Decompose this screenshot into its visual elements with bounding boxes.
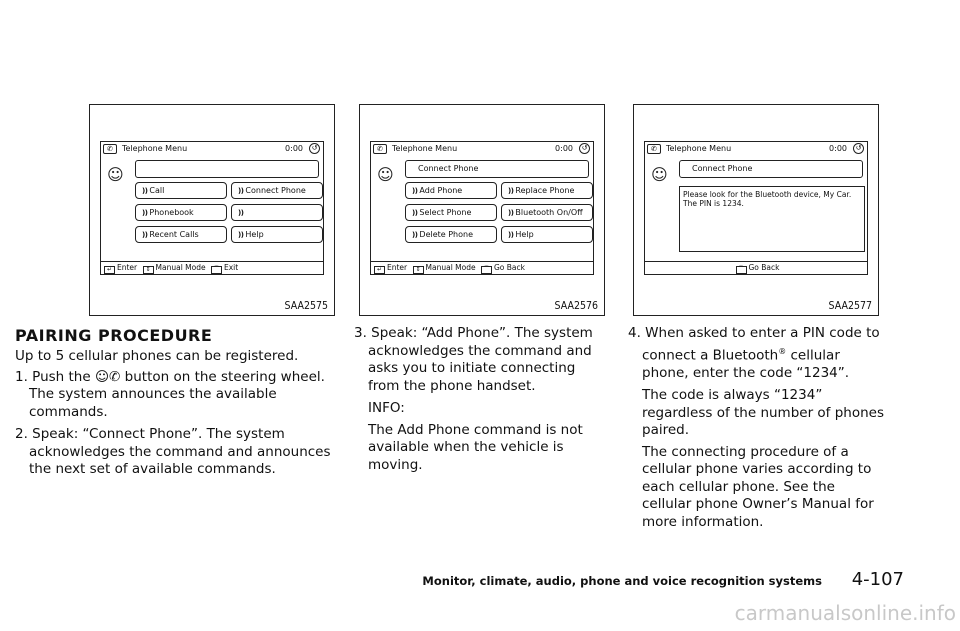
voice-prompt-box	[135, 160, 319, 178]
screen-titlebar	[371, 142, 593, 156]
voice-wave-icon: ))	[238, 209, 244, 217]
step-4-note-2: The connecting procedure of a cellular phone varies according to each cellular phone. See the cellular phone Owner’s Manual for more information.	[642, 443, 874, 530]
status-enter: Enter	[387, 263, 408, 272]
screen-title: Telephone Menu	[392, 144, 458, 153]
updown-key-icon: ⇕	[413, 266, 424, 274]
go-back-icon: ⌒	[736, 266, 747, 274]
screen-title: Telephone Menu	[666, 144, 732, 153]
go-back-icon: ⌒	[211, 266, 222, 274]
column-1	[15, 348, 335, 484]
footer-section-title: Monitor, climate, audio, phone and voice recognition systems	[422, 574, 822, 588]
voice-wave-icon: ))	[142, 187, 148, 195]
voice-wave-icon: ))	[142, 231, 148, 239]
voice-wave-icon: ))	[508, 187, 514, 195]
voice-talk-icon: ☺	[377, 165, 394, 184]
go-back-icon: ⌒	[481, 266, 492, 274]
figure-saa2576	[359, 104, 605, 316]
menu-button-connect-phone[interactable]	[231, 182, 323, 199]
phone-handset-icon: ✆	[647, 144, 661, 154]
telephone-menu-screen	[370, 141, 594, 275]
screen-statusbar	[371, 261, 593, 274]
button-label: Select Phone	[419, 208, 472, 217]
screen-statusbar	[645, 261, 867, 274]
button-label: Help	[245, 230, 264, 239]
enter-key-icon: ↵	[374, 266, 385, 274]
watermark: carmanualsonline.info	[734, 601, 956, 625]
phone-handset-icon: ✆	[109, 368, 121, 385]
step-1-lead: 1. Push the	[15, 368, 91, 385]
button-label: Bluetooth On/Off	[515, 208, 583, 217]
voice-wave-icon: ))	[508, 209, 514, 217]
updown-key-icon: ⇕	[143, 266, 154, 274]
menu-button-help[interactable]	[231, 226, 323, 243]
voice-talk-icon: ☺	[94, 368, 110, 385]
screen-statusbar	[101, 261, 323, 274]
intro-paragraph: Up to 5 cellular phones can be registered.	[15, 348, 299, 364]
enter-key-icon: ↵	[104, 266, 115, 274]
voice-wave-icon: ))	[508, 231, 514, 239]
menu-button-select-phone[interactable]	[405, 204, 497, 221]
back-arrow-icon[interactable]: ↺	[309, 143, 320, 154]
phone-handset-icon: ✆	[103, 144, 117, 154]
voice-wave-icon: ))	[412, 187, 418, 195]
menu-button-bluetooth-on-off[interactable]	[501, 204, 593, 221]
column-2	[354, 325, 609, 478]
voice-prompt-box: Connect Phone	[679, 160, 863, 178]
back-arrow-icon[interactable]: ↺	[853, 143, 864, 154]
status-manual-mode: Manual Mode	[425, 263, 476, 272]
info-label: INFO:	[368, 400, 405, 416]
voice-wave-icon: ))	[238, 187, 244, 195]
screen-title: Telephone Menu	[122, 144, 188, 153]
page-number: 4-107	[851, 569, 904, 590]
figure-id: SAA2577	[828, 300, 872, 312]
menu-button-add-phone[interactable]	[405, 182, 497, 199]
button-label: Phonebook	[149, 208, 194, 217]
info-text: The Add Phone command is not available when the vehicle is moving.	[368, 421, 583, 473]
button-label: Help	[515, 230, 534, 239]
step-3: 3. Speak: “Add Phone”. The system acknowledges the command and asks you to initiate connecting from the phone handset.	[354, 325, 593, 394]
step-1-rest: button on the steering wheel. The system announces the available commands.	[29, 368, 325, 420]
menu-button-empty[interactable]	[231, 204, 323, 221]
screen-time: 0:00	[829, 144, 847, 153]
registered-mark: ®	[778, 346, 787, 356]
button-label: Delete Phone	[419, 230, 474, 239]
menu-button-help[interactable]	[501, 226, 593, 243]
figure-saa2575	[89, 104, 335, 316]
button-label: Connect Phone	[245, 186, 306, 195]
step-4-lead: 4. When asked to enter a PIN code to connect a Bluetooth	[628, 325, 880, 363]
step-4-note-1: The code is always “1234” regardless of the number of phones paired.	[642, 387, 885, 438]
step-4	[628, 325, 886, 382]
voice-wave-icon: ))	[142, 209, 148, 217]
screen-time: 0:00	[555, 144, 573, 153]
voice-prompt-box: Connect Phone	[405, 160, 589, 178]
voice-wave-icon: ))	[238, 231, 244, 239]
status-manual-mode: Manual Mode	[155, 263, 206, 272]
telephone-menu-screen	[644, 141, 868, 275]
status-go-back: Go Back	[494, 263, 525, 272]
voice-talk-icon: ☺	[651, 165, 668, 184]
menu-button-phonebook[interactable]	[135, 204, 227, 221]
figure-id: SAA2576	[554, 300, 598, 312]
button-label: Replace Phone	[515, 186, 575, 195]
menu-button-recent-calls[interactable]	[135, 226, 227, 243]
step-1	[15, 369, 335, 422]
phone-handset-icon: ✆	[373, 144, 387, 154]
step-2: 2. Speak: “Connect Phone”. The system acknowledges the command and announces the next set of available commands.	[15, 426, 331, 477]
menu-button-replace-phone[interactable]	[501, 182, 593, 199]
section-heading: PAIRING PROCEDURE	[15, 326, 213, 345]
button-label: Call	[149, 186, 165, 195]
screen-time: 0:00	[285, 144, 303, 153]
column-3	[628, 325, 886, 535]
status-go-back: Go Back	[748, 263, 780, 272]
screen-titlebar	[101, 142, 323, 156]
figure-saa2577	[633, 104, 879, 316]
button-label: Recent Calls	[149, 230, 199, 239]
menu-button-delete-phone[interactable]	[405, 226, 497, 243]
voice-wave-icon: ))	[412, 209, 418, 217]
step-4-rest: cellular phone, enter the code “1234”.	[642, 347, 850, 381]
telephone-menu-screen	[100, 141, 324, 275]
figure-id: SAA2575	[284, 300, 328, 312]
screen-titlebar	[645, 142, 867, 156]
status-exit: Exit	[224, 263, 239, 272]
voice-talk-icon: ☺	[107, 165, 124, 184]
menu-button-call[interactable]	[135, 182, 227, 199]
status-enter: Enter	[117, 263, 138, 272]
voice-wave-icon: ))	[412, 231, 418, 239]
pin-message-box: Please look for the Bluetooth device, My Car. The PIN is 1234.	[679, 186, 865, 252]
button-label: Add Phone	[419, 186, 463, 195]
back-arrow-icon[interactable]: ↺	[579, 143, 590, 154]
